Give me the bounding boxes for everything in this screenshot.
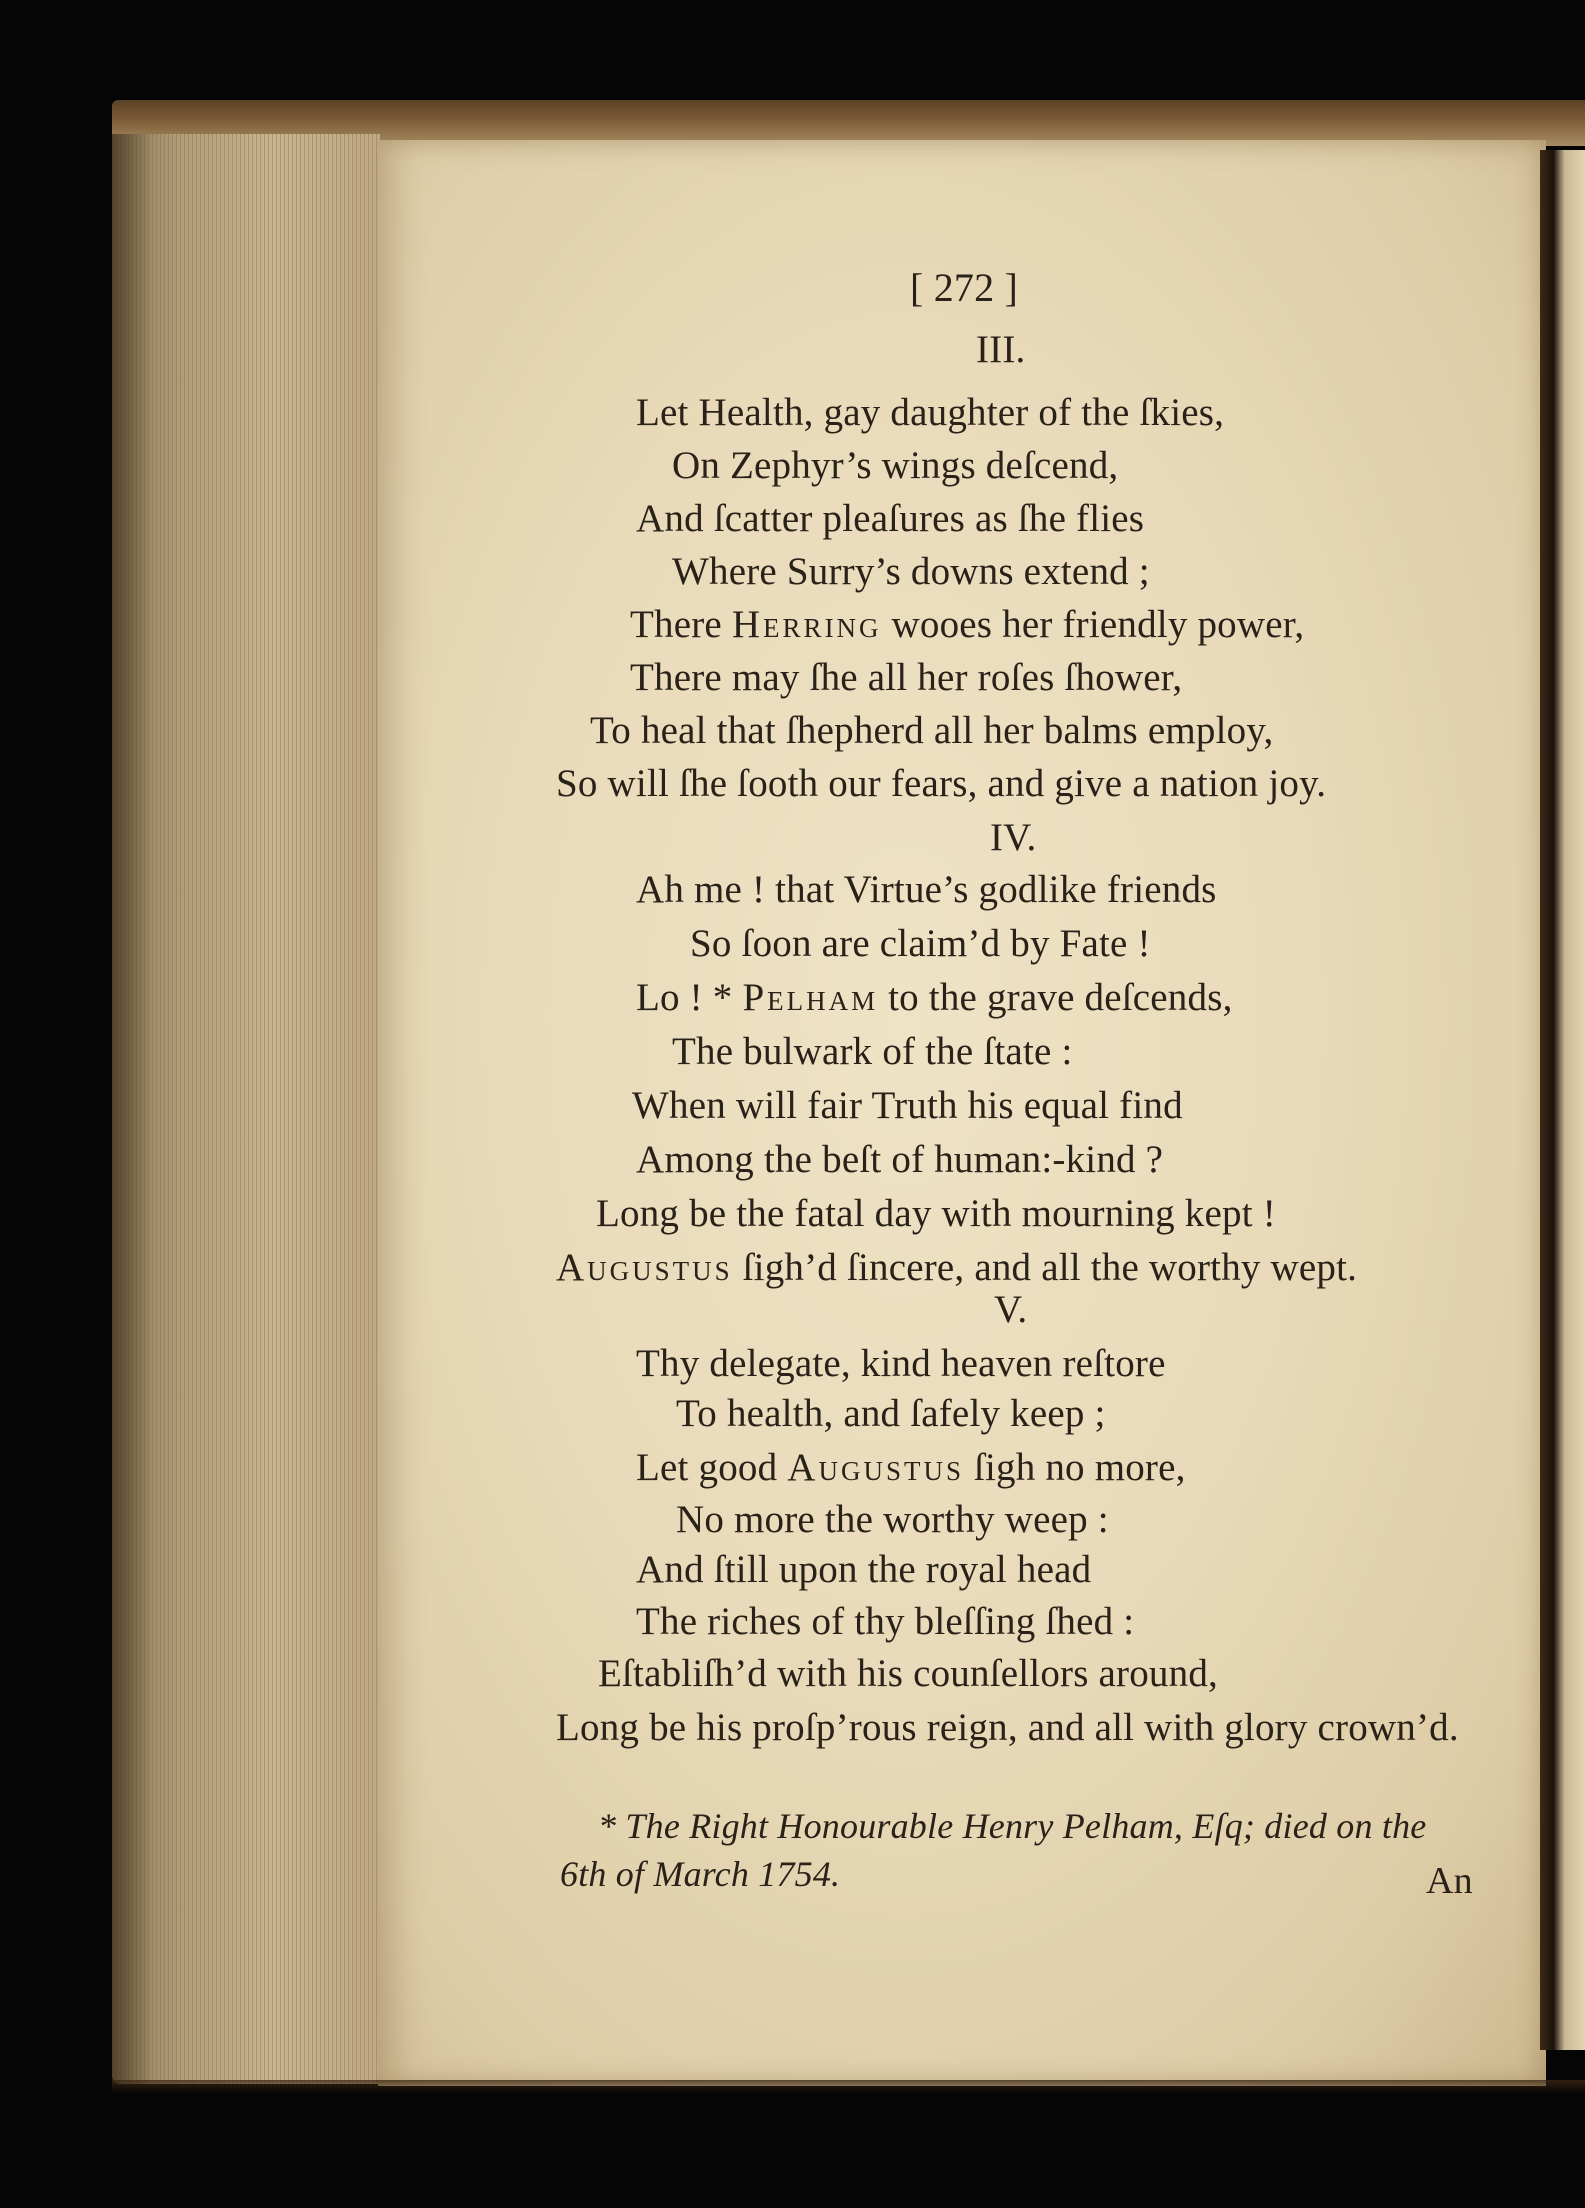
verse-line: Long be the fatal day with mourning kept !	[596, 1192, 1276, 1235]
verse-line: Where Surry’s downs extend ;	[672, 550, 1150, 593]
facing-page-gutter	[1540, 150, 1585, 2050]
verse-line: When will fair Truth his equal find	[632, 1084, 1183, 1127]
verse-line: No more the worthy weep :	[676, 1498, 1109, 1541]
verse-text: wooes her friendly power,	[881, 603, 1305, 646]
page-block-edges	[112, 134, 380, 2084]
person-name: Herring	[731, 603, 882, 646]
person-name: Augustus	[787, 1446, 964, 1489]
verse-line: The riches of thy bleſſing ſhed :	[636, 1600, 1135, 1643]
verse-line: Eſtabliſh’d with his counſellors around,	[598, 1652, 1218, 1695]
verse-line: And ſtill upon the royal head	[636, 1548, 1092, 1591]
bottom-shadow	[112, 2080, 1585, 2094]
verse-line: On Zephyr’s wings deſcend,	[672, 444, 1119, 487]
verse-line: And ſcatter pleaſures as ſhe flies	[636, 497, 1145, 540]
page-number: [ 272 ]	[910, 265, 1019, 310]
verse-line: There may ſhe all her roſes ſhower,	[630, 656, 1183, 699]
verse-text: ſigh no more,	[963, 1446, 1186, 1489]
person-name: Augustus	[556, 1246, 733, 1289]
verse-line-with-name	[636, 978, 1233, 1017]
verse-line-with-name	[636, 1448, 1186, 1487]
verse-line: The bulwark of the ſtate :	[672, 1030, 1073, 1073]
verse-line: So will ſhe ſooth our fears, and give a nation joy.	[556, 762, 1327, 805]
verse-text: There	[630, 603, 732, 646]
verse-text: Let good	[636, 1446, 788, 1489]
stanza-numeral: V.	[994, 1288, 1028, 1331]
person-name: Pelham	[742, 976, 879, 1019]
footnote-line: 6th of March 1754.	[560, 1854, 841, 1894]
verse-line-with-name	[630, 605, 1304, 644]
verse-line: Long be his proſp’rous reign, and all with glory crown’d.	[556, 1706, 1459, 1749]
verse-line: Ah me ! that Virtue’s godlike friends	[636, 868, 1217, 911]
verse-line: Thy delegate, kind heaven reſtore	[636, 1342, 1166, 1385]
stanza-numeral: IV.	[990, 816, 1037, 859]
verse-line-with-name	[556, 1248, 1357, 1287]
verse-line: Let Health, gay daughter of the ſkies,	[636, 391, 1225, 434]
edge-shadow	[112, 134, 152, 2084]
catchword: An	[1426, 1860, 1473, 1902]
verse-line: So ſoon are claim’d by Fate !	[690, 922, 1151, 965]
verse-line: To heal that ſhepherd all her balms employ,	[590, 709, 1274, 752]
verse-text: ſigh’d ſincere, and all the worthy wept.	[732, 1246, 1358, 1289]
verse-line: Among the beſt of human:-kind ?	[636, 1138, 1164, 1181]
verse-text: to the grave deſcends,	[878, 976, 1233, 1019]
verse-text: Lo ! *	[636, 976, 743, 1019]
stanza-numeral: III.	[976, 328, 1026, 371]
verse-line: To health, and ſafely keep ;	[676, 1392, 1106, 1435]
footnote-line: * The Right Honourable Henry Pelham, Eſq; died on the	[598, 1806, 1427, 1846]
